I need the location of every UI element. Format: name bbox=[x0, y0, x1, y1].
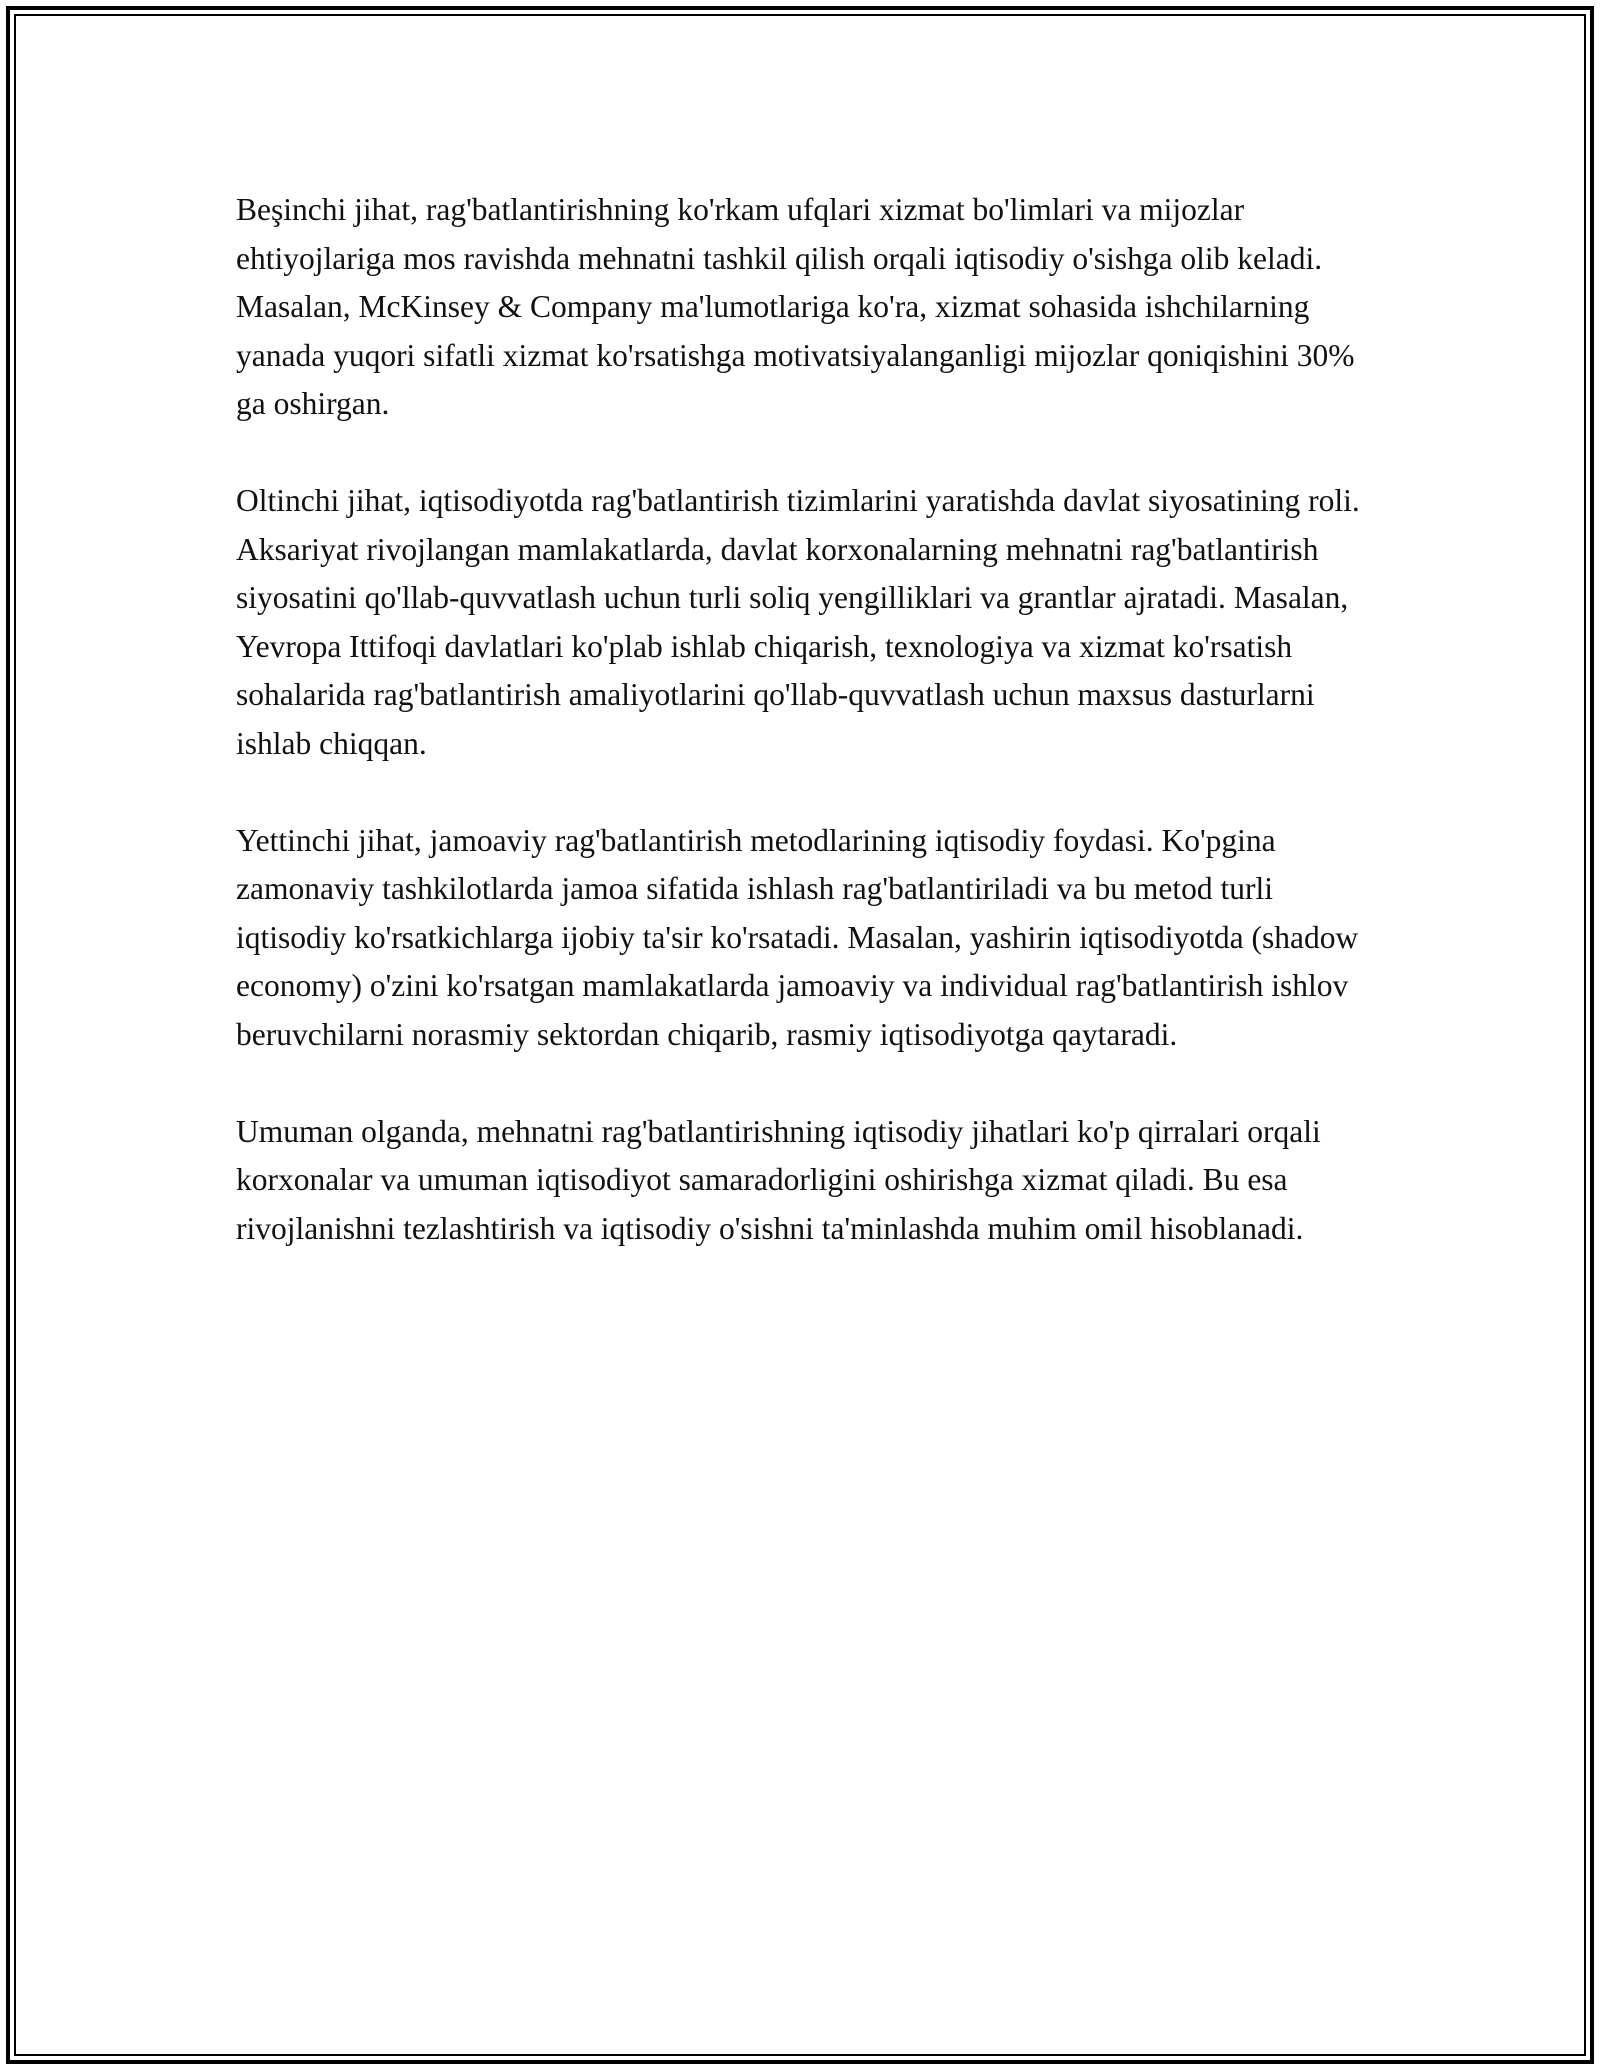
paragraph-fifth-aspect: Beşinchi jihat, rag'batlantirishning ko'rkam ufqlari xizmat bo'limlari va mijozlar ehtiyojlariga mos ravishda mehnatni tashkil qilish orqali iqtisodiy o'sishga olib keladi. Masalan, McKinsey & Company ma'lumotlariga ko'ra, xizmat sohasida ishchilarning yanada yuqori sifatli xizmat ko'rsatishga motivatsiyalanganligi mijozlar qoniqishini 30% ga oshirgan. bbox=[236, 192, 1355, 421]
paragraph-seventh-aspect: Yettinchi jihat, jamoaviy rag'batlantirish metodlarining iqtisodiy foydasi. Ko'pgina zamonaviy tashkilotlarda jamoa sifatida ishlash rag'batlantiriladi va bu metod turli iqtisodiy ko'rsatkichlarga ijobiy ta'sir ko'rsatadi. Masalan, yashirin iqtisodiyotda (shadow economy) o'zini ko'rsatgan mamlakatlarda jamoaviy va individual rag'batlantirish ishlov beruvchilarni norasmiy sektordan chiqarib, rasmiy iqtisodiyotga qaytaradi. bbox=[236, 822, 1359, 1052]
document-body bbox=[236, 186, 1366, 1302]
paragraph-conclusion: Umuman olganda, mehnatni rag'batlantirishning iqtisodiy jihatlari ko'p qirralari orqali korxonalar va umuman iqtisodiyot samaradorligini oshirishga xizmat qiladi. Bu esa rivojlanishni tezlashtirish va iqtisodiy o'sishni ta'minlashda muhim omil hisoblanadi. bbox=[236, 1113, 1321, 1246]
paragraph-sixth-aspect: Oltinchi jihat, iqtisodiyotda rag'batlantirish tizimlarini yaratishda davlat siyosatining roli. Aksariyat rivojlangan mamlakatlarda, davlat korxonalarning mehnatni rag'batlantirish siyosatini qo'llab-quvvatlash uchun turli soliq yengilliklari va grantlar ajratadi. Masalan, Yevropa Ittifoqi davlatlari ko'plab ishlab chiqarish, texnologiya va xizmat ko'rsatish sohalarida rag'batlantirish amaliyotlarini qo'llab-quvvatlash uchun maxsus dasturlarni ishlab chiqqan. bbox=[236, 483, 1360, 761]
